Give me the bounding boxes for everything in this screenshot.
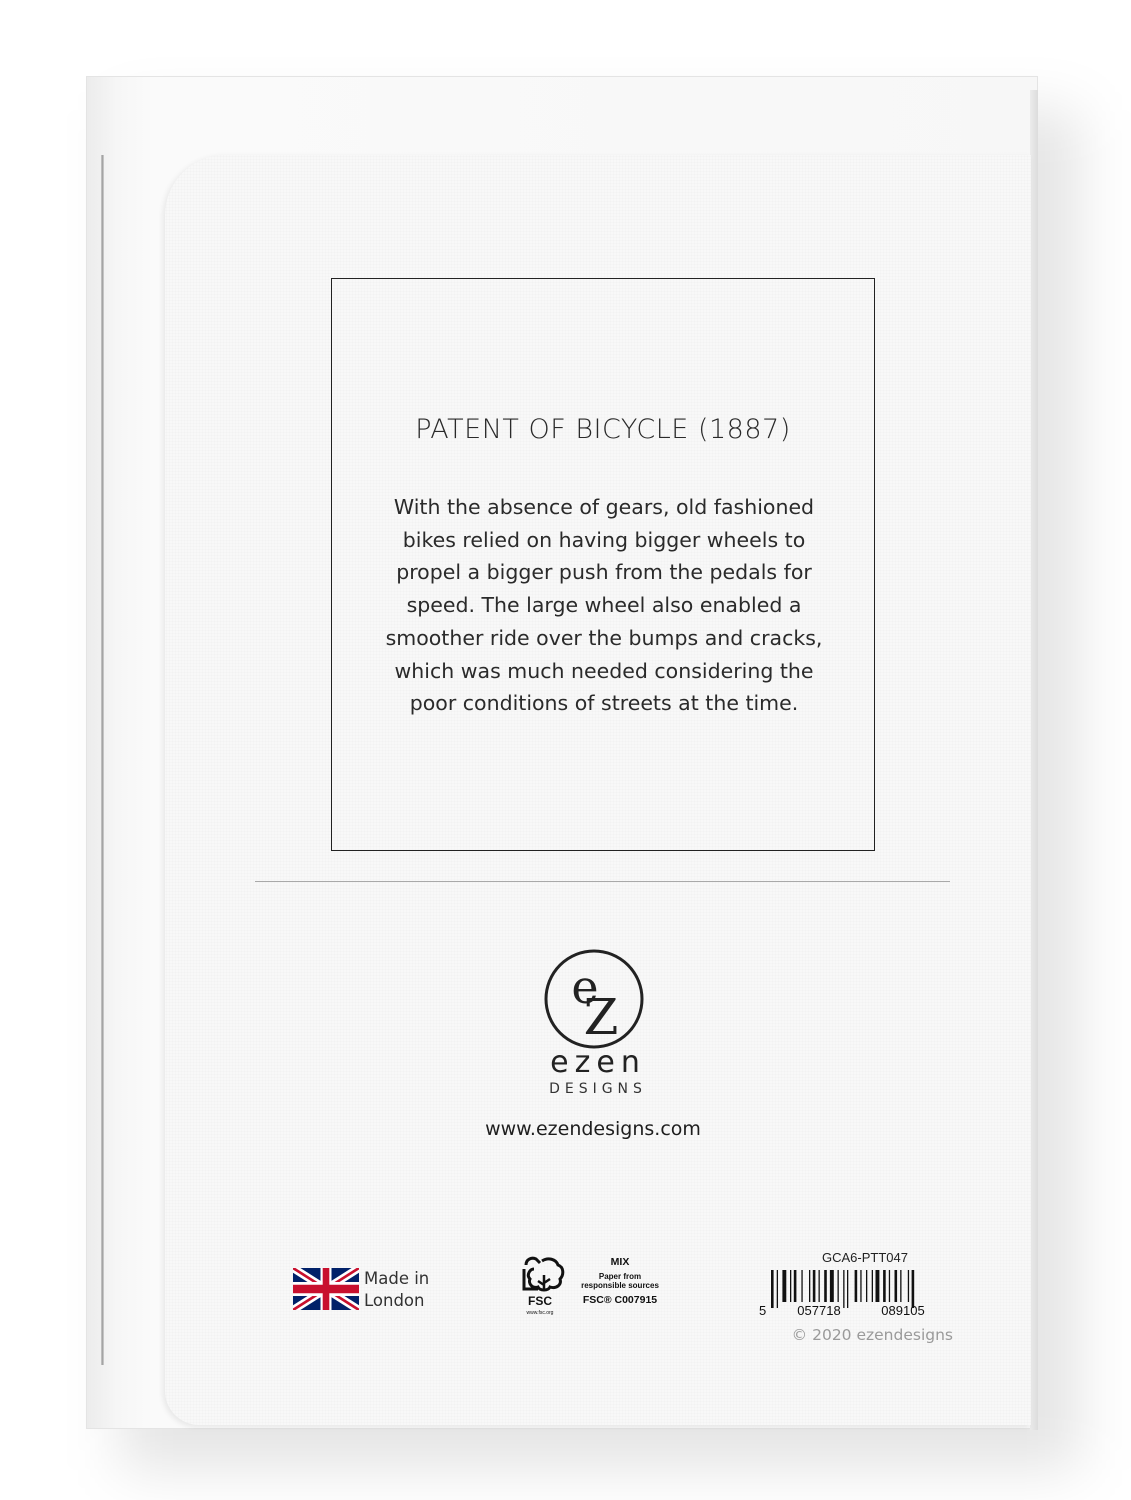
- barcode-bar: [847, 1270, 848, 1308]
- barcode-bar: [872, 1270, 873, 1302]
- barcode-bar: [855, 1270, 858, 1302]
- envelope-edge: [1030, 90, 1038, 1430]
- barcode-bar: [813, 1270, 816, 1302]
- description-frame: [331, 278, 875, 851]
- barcode-right-digits: 089105: [881, 1303, 925, 1318]
- product-code: GCA6-PTT047: [822, 1250, 908, 1265]
- fsc-tree-logo-icon: [518, 1255, 568, 1317]
- fsc-mix: MIX: [610, 1256, 630, 1268]
- barcode-bar: [809, 1270, 810, 1302]
- fsc-line2: responsible sources: [581, 1281, 659, 1290]
- description-line: bikes relied on having bigger wheels to: [402, 527, 806, 552]
- envelope-fold-line: [101, 155, 104, 1365]
- description-line: speed. The large wheel also enabled a: [406, 593, 802, 618]
- uk-flag-icon: [293, 1268, 359, 1310]
- fsc-code: FSC® C007915: [582, 1294, 658, 1306]
- fsc-label: FSC: [528, 1294, 552, 1308]
- barcode-prefix: 5: [759, 1303, 767, 1318]
- greeting-card-back: [165, 155, 1031, 1425]
- ezen-logo-icon: [543, 948, 645, 1050]
- barcode-bar: [824, 1270, 827, 1302]
- barcode-bar: [843, 1270, 844, 1308]
- description-line: which was much needed considering the: [394, 658, 814, 683]
- barcode-bar: [866, 1270, 867, 1302]
- barcode-bar: [900, 1270, 901, 1302]
- fsc-certification: [570, 1256, 670, 1306]
- brand-subtitle: DESIGNS: [549, 1081, 647, 1097]
- fsc-line1: Paper from: [598, 1272, 642, 1281]
- barcode-bar: [838, 1270, 839, 1302]
- made-in-london: [364, 1268, 429, 1312]
- fsc-url: www.fsc.org: [526, 1310, 554, 1316]
- description-line: propel a bigger push from the pedals for: [396, 560, 812, 585]
- description-line: smoother ride over the bumps and cracks,: [385, 625, 823, 650]
- barcode-left-digits: 057718: [797, 1303, 841, 1318]
- card-title: PATENT OF BICYCLE (1887): [415, 414, 791, 445]
- made-in-line2: London: [364, 1291, 425, 1310]
- barcode-icon: [757, 1268, 967, 1318]
- barcode-bar: [771, 1270, 774, 1308]
- barcode-bar: [790, 1270, 791, 1302]
- barcode-bar: [794, 1270, 797, 1302]
- barcode-bar: [889, 1270, 890, 1302]
- barcode-bar: [883, 1270, 886, 1302]
- barcode-bar: [830, 1270, 834, 1302]
- barcode-bar: [876, 1270, 880, 1302]
- description-line: poor conditions of streets at the time.: [409, 691, 799, 716]
- barcode-bar: [860, 1270, 861, 1302]
- divider: [255, 881, 950, 882]
- barcode-bar: [819, 1270, 820, 1302]
- barcode-bar: [895, 1270, 898, 1302]
- brand-name: ezen: [550, 1045, 646, 1080]
- card-description: [352, 491, 856, 720]
- made-in-line1: Made in: [364, 1269, 430, 1288]
- copyright-notice: © 2020 ezendesigns: [791, 1326, 953, 1344]
- barcode-bar: [777, 1270, 778, 1308]
- website-link[interactable]: www.ezendesigns.com: [485, 1118, 701, 1140]
- barcode-bar: [782, 1270, 786, 1302]
- description-line: With the absence of gears, old fashioned: [393, 495, 815, 519]
- svg-text:Z: Z: [583, 988, 619, 1046]
- barcode-bar: [801, 1270, 802, 1302]
- svg-text:e: e: [571, 960, 599, 1014]
- barcode-bar: [908, 1270, 909, 1302]
